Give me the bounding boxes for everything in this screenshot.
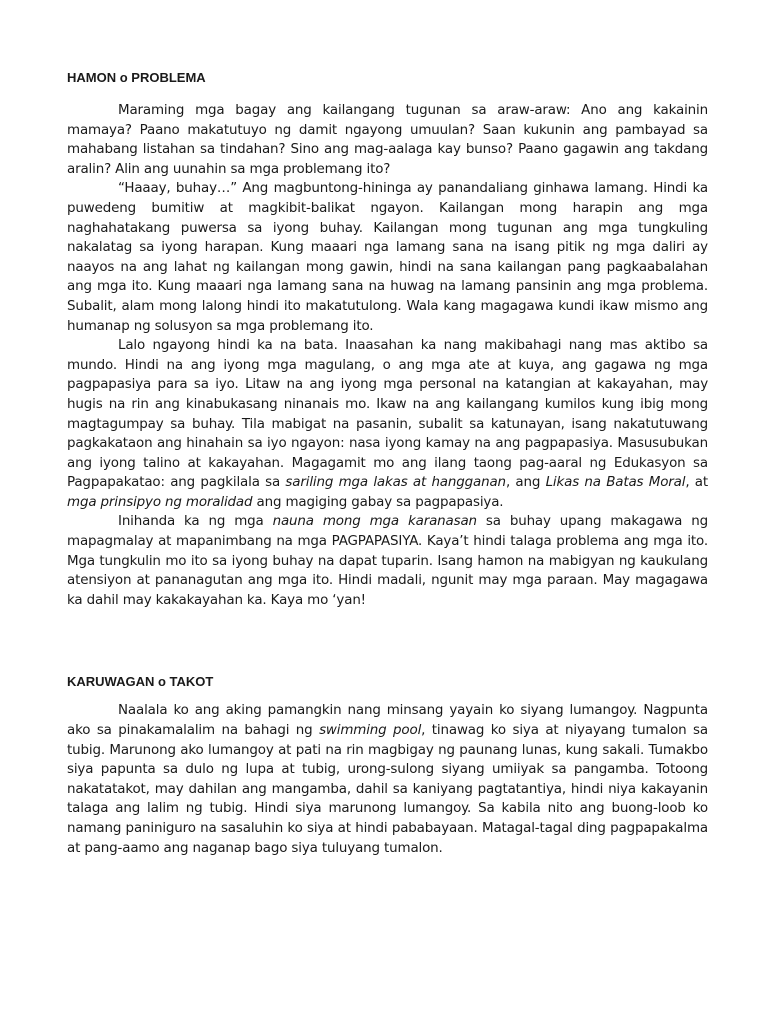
emphasis-text: swimming pool bbox=[319, 723, 422, 739]
emphasis-text: mga prinsipyo ng moralidad bbox=[67, 494, 253, 510]
paragraph-text: Maraming mga bagay ang kailangang tugunan sa araw-araw: Ano ang kakainin mamaya? Paano makatutuyo ng damit ngayong umuulan? Saan kukunin ang pambayad sa mahabang listahan sa tindahan? Sino ang mag-aalaga kay bunso? Paano gagawin ang takdang aralin? Alin ang uunahin sa mga problemang ito? bbox=[67, 103, 708, 177]
paragraph-text: “Haaay, buhay…” Ang magbuntong-hininga ay panandaliang ginhawa lamang. Hindi ka puwedeng bumitiw at magkibit-balikat ngayon. Kailangan mong harapin ang mga naghahatakang puwersa sa iyong buhay. Kailangan mong tugunan ang mga tungkuling nakalatag sa iyong harapan. Kung maaari nga lamang sana na isang pitik ng mga daliri ay naayos na ang lahat ng kailangan mong gawin, hindi na sana kailangan pang pagkaabalahan ang mga ito. Kung maaari nga lamang sana na huwag na lamang pansinin ang mga problema. Subalit, alam mong lalong hindi ito makatutulong. Wala kang magagawa kundi ikaw mismo ang humanap ng solusyon sa mga problemang ito. bbox=[67, 181, 708, 334]
emphasis-text: sariling mga lakas at hangganan bbox=[285, 475, 506, 491]
paragraph bbox=[67, 179, 708, 336]
paragraph-text: sa buhay upang makagawa ng mapagmalay at mapanimbang na mga PAGPAPASIYA. Kaya’t hindi talaga problema ang mga ito. Mga tungkulin mo ito sa iyong buhay na dapat tuparin. Isang hamon na mabigyan ng kaukulang atensiyon at pananagutan ang mga ito. Hindi madali, ngunit may mga paraan. May magagawa ka dahil may kakakayahan ka. Kaya mo ‘yan! bbox=[67, 514, 708, 608]
paragraph-text: Naalala ko ang aking pamangkin nang minsang yayain ko siyang lumangoy. Nagpunta ako sa pinakamalalim na bahagi ng bbox=[67, 703, 708, 739]
paragraph bbox=[67, 512, 708, 610]
paragraph bbox=[67, 336, 708, 512]
paragraph bbox=[67, 101, 708, 179]
document-page bbox=[67, 68, 708, 858]
paragraph-text: , ang bbox=[505, 475, 546, 491]
emphasis-text: Likas na Batas Moral bbox=[545, 475, 686, 491]
paragraph-text: Inihanda ka ng mga bbox=[118, 514, 273, 530]
paragraph bbox=[67, 701, 708, 858]
section-heading-hamon: HAMON o PROBLEMA bbox=[67, 70, 206, 85]
paragraph-text: , at bbox=[685, 475, 708, 491]
paragraph-text: Lalo ngayong hindi ka na bata. Inaasahan ka nang makibahagi nang mas aktibo sa mundo. Hindi na ang iyong mga magulang, o ang mga ate at kuya, ang gagawa ng mga pagpapasiya para sa iyo. Litaw na ang iyong mga personal na katangian at kakayahan, may hugis na rin ang kinabukasang ninanais mo. Ikaw na ang kailangang kumilos kung ibig mong magtagumpay sa buhay. Tila mabigat na pasanin, subalit sa katunayan, isang nakatutuwang pagkakataon ang hinahain sa iyo ngayon: nasa iyong kamay na ang pagpapasiya. Masusubukan ang iyong talino at kakayahan. Magagamit mo ang ilang taong pag-aaral ng Edukasyon sa Pagpapakatao: ang pagkilala sa bbox=[67, 338, 708, 491]
paragraph-text: , tinawag ko siya at niyayang tumalon sa tubig. Marunong ako lumangoy at pati na rin magbigay ng paunang lunas, kung sakali. Tumakbo siya papunta sa dulo ng lupa at tubig, urong-sulong siyang umiiyak sa pangamba. Totoong nakatatakot, may dahilan ang mangamba, dahil sa kaniyang pagtatantiya, hindi niya kakayanin talaga ang lalim ng tubig. Hindi siya marunong lumangoy. Sa kabila nito ang buong-loob ko namang paniniguro na sasaluhin ko siya at hindi pababayaan. Matagal-tagal ding pagpapakalma at pang-aamo ang naganap bago siya tuluyang tumalon. bbox=[67, 723, 708, 856]
emphasis-text: nauna mong mga karanasan bbox=[272, 514, 477, 530]
paragraph-text: ang magiging gabay sa pagpapasiya. bbox=[252, 494, 504, 510]
section-heading-karuwagan: KARUWAGAN o TAKOT bbox=[67, 674, 214, 690]
